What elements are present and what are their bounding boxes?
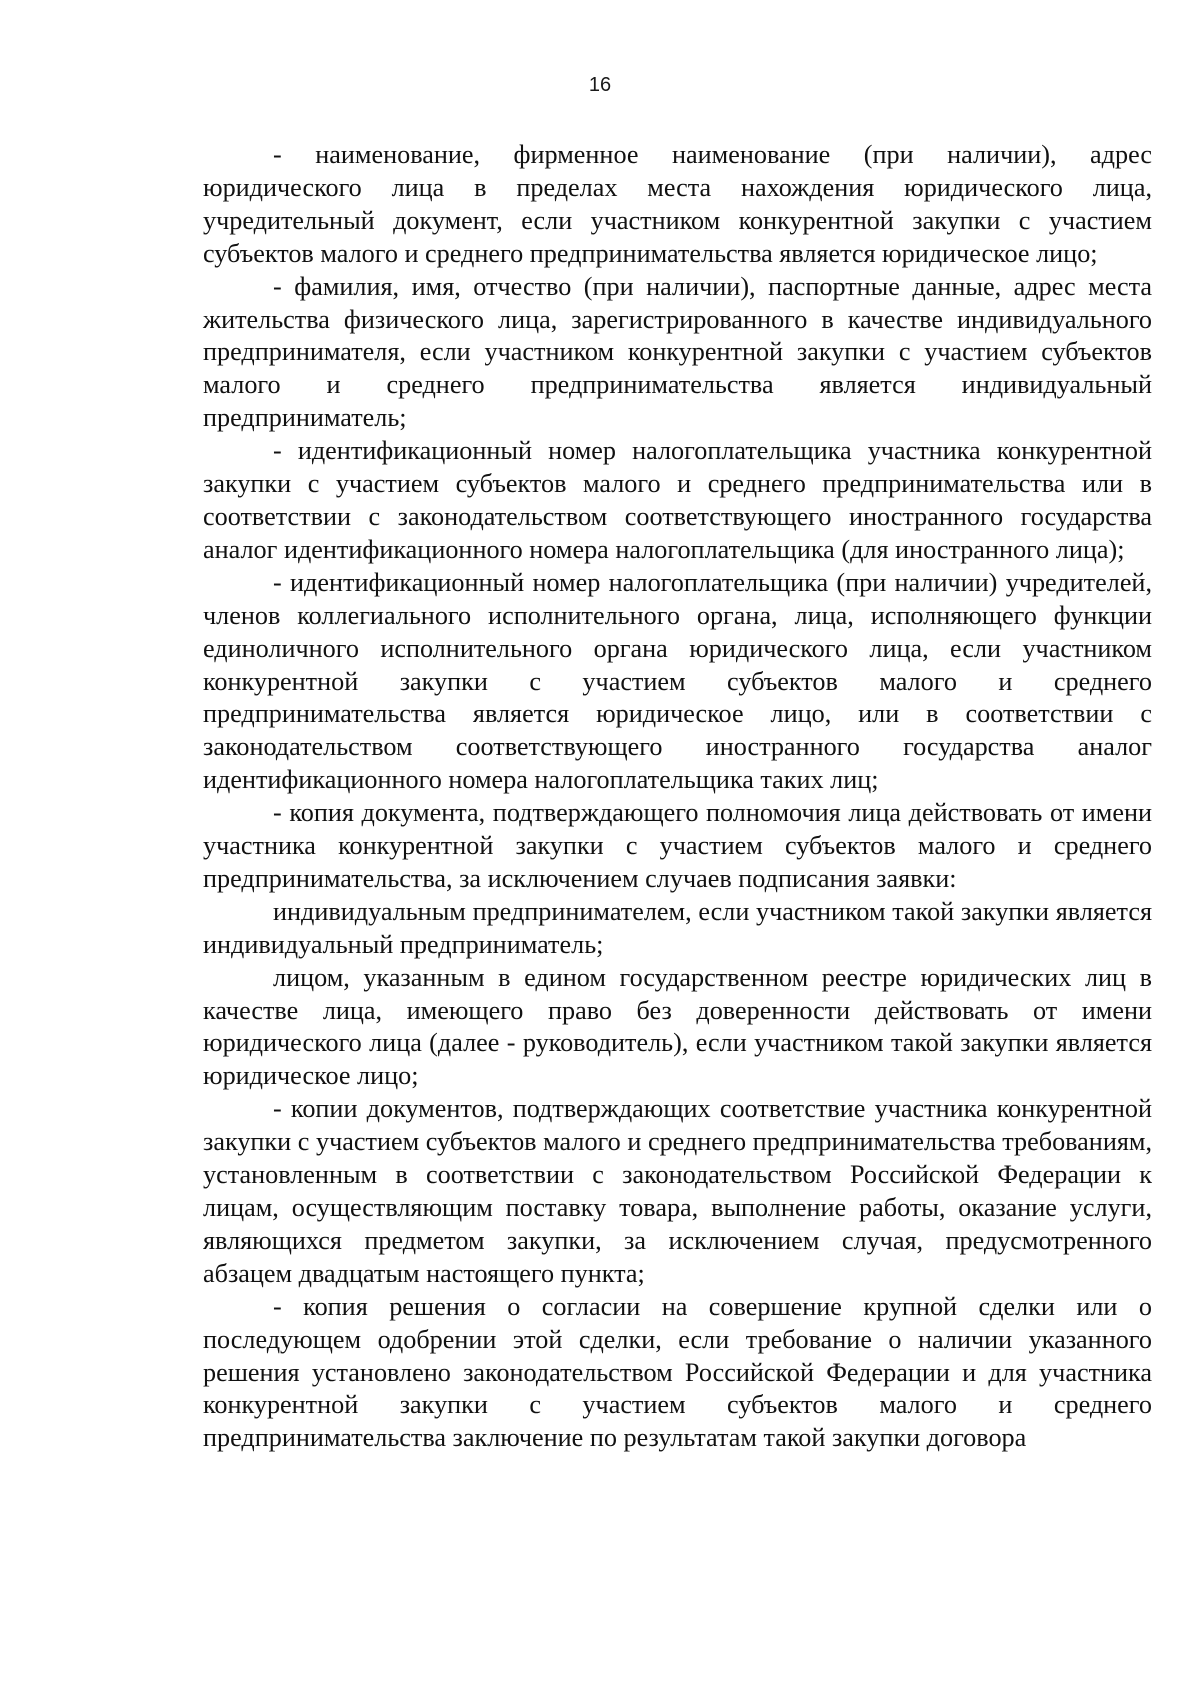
page-number: 16	[588, 74, 612, 96]
paragraph-name-address: - наименование, фирменное наименование (при наличии), адрес юридического лица в пределах места нахождения юридического лица, учредительный документ, если участником конкурентной закупки с участием субъектов малого и среднего предпринимательства является юридическое лицо;	[203, 140, 1152, 268]
paragraph-individual-entrepreneur: индивидуальным предпринимателем, если участником такой закупки является индивидуальный предприниматель;	[203, 896, 1152, 959]
paragraph-authority-document: - копия документа, подтверждающего полномочия лица действовать от имени участника конкурентной закупки с участием субъектов малого и среднего предпринимательства, за исключением случаев подписания заявки:	[203, 798, 1152, 893]
paragraph-registry-person: лицом, указанным в едином государственном реестре юридических лиц в качестве лица, имеющего право без доверенности действовать от имени юридического лица (далее - руководитель), если участником такой закупки является юридическое лицо;	[203, 962, 1152, 1091]
paragraph-founders-taxpayer-number: - идентификационный номер налогоплательщика (при наличии) учредителей, членов коллегиального исполнительного органа, лица, исполняющего функции единоличного исполнительного органа юридического лица, если участником конкурентной закупки с участием субъектов малого и среднего предпринимательства является юридическое лицо, или в соответствии с законодательством соответствующего иностранного государства аналог идентификационного номера налогоплательщика таких лиц;	[203, 567, 1152, 795]
paragraph-major-transaction: - копия решения о согласии на совершение крупной сделки или о последующем одобрении этой сделки, если требование о наличии указанного решения установлено законодательством Российской Федерации и для участника конкурентной закупки с участием субъектов малого и среднего предпринимательства заключение по результатам такой закупки договора	[203, 1291, 1152, 1453]
paragraph-individual-passport: - фамилия, имя, отчество (при наличии), паспортные данные, адрес места жительства физического лица, зарегистрированного в качестве индивидуального предпринимателя, если участником конкурентной закупки с участием субъектов малого и среднего предпринимательства является индивидуальный предприниматель;	[203, 271, 1152, 433]
document-body	[203, 139, 1152, 1455]
paragraph-taxpayer-number: - идентификационный номер налогоплательщика участника конкурентной закупки с участием субъектов малого и среднего предпринимательства или в соответствии с законодательством соответствующего иностранного государства аналог идентификационного номера налогоплательщика (для иностранного лица);	[203, 436, 1152, 564]
paragraph-compliance-documents: - копии документов, подтверждающих соответствие участника конкурентной закупки с участием субъектов малого и среднего предпринимательства требованиям, установленным в соответствии с законодательством Российской Федерации к лицам, осуществляющим поставку товара, выполнение работы, оказание услуги, являющихся предметом закупки, за исключением случая, предусмотренного абзацем двадцатым настоящего пункта;	[203, 1094, 1152, 1288]
